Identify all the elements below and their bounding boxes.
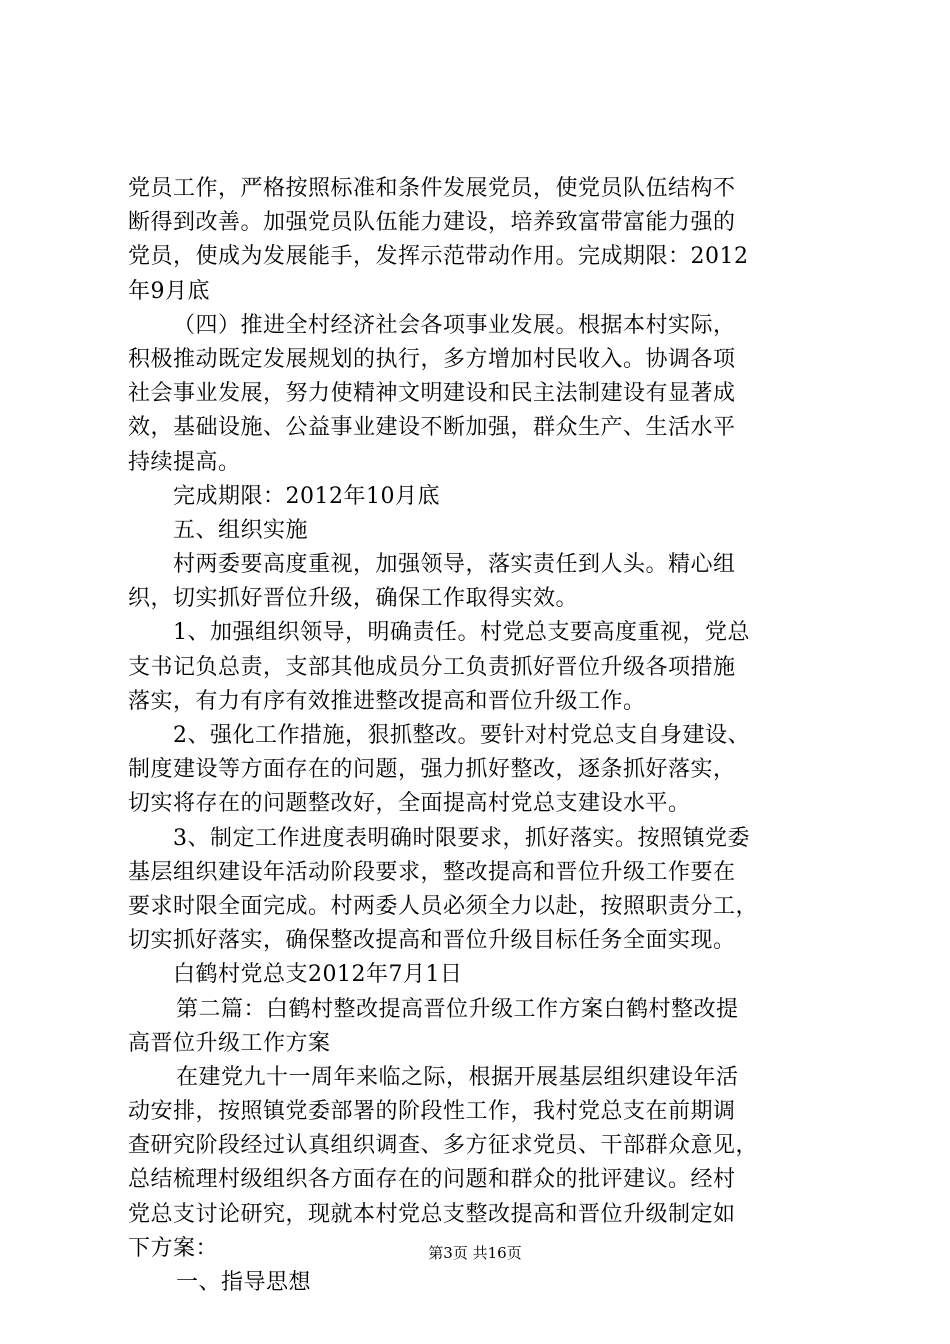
section-heading: 一、指导思想: [176, 1270, 312, 1295]
text-line: 基层组织建设年活动阶段要求，整改提高和晋位升级工作要在: [128, 859, 736, 885]
text-line: 持续提高。: [128, 449, 241, 475]
text-line: 党员，使成为发展能手，发挥示范带动作用。完成期限：2012: [128, 244, 749, 270]
text-line: 社会事业发展，努力使精神文明建设和民主法制建设有显著成: [128, 381, 736, 407]
text-line: 村两委要高度重视，加强领导，落实责任到人头。精心组: [173, 552, 736, 578]
text-line: 切实抓好落实，确保整改提高和晋位升级目标任务全面实现。: [128, 928, 736, 954]
text-line: 织，切实抓好晋位升级，确保工作取得实效。: [128, 586, 579, 612]
text-line: 党总支讨论研究，现就本村党总支整改提高和晋位升级制定如: [128, 1201, 736, 1227]
page-number: 第3页 共16页: [428, 1244, 522, 1262]
text-line: 2、强化工作措施，狠抓整改。要针对村党总支自身建设、: [173, 723, 750, 748]
text-line: 在建党九十一周年来临之际，根据开展基层组织建设年活: [176, 1064, 739, 1090]
signature-line: 白鹤村党总支2012年7月1日: [173, 962, 463, 988]
text-line: 断得到改善。加强党员队伍能力建设，培养致富带富能力强的: [128, 210, 736, 236]
text-line: 要求时限全面完成。村两委人员必须全力以赴，按照职责分工，: [128, 893, 759, 919]
text-line: 落实，有力有序有效推进整改提高和晋位升级工作。: [128, 688, 646, 714]
text-line: 党员工作，严格按照标准和条件发展党员，使党员队伍结构不: [128, 176, 736, 201]
chapter-title: 第二篇：白鹤村整改提高晋位升级工作方案白鹤村整改提: [176, 996, 739, 1022]
document-body: [128, 172, 828, 1300]
text-line: 支书记负总责，支部其他成员分工负责抓好晋位升级各项措施: [128, 654, 736, 680]
text-line: 动安排，按照镇党委部署的阶段性工作，我村党总支在前期调: [128, 1099, 736, 1125]
text-line: 3、制定工作进度表明确时限要求，抓好落实。按照镇党委: [173, 825, 750, 851]
text-line: 下方案：: [128, 1235, 219, 1261]
text-line: 1、加强组织领导，明确责任。村党总支要高度重视，党总: [173, 620, 750, 646]
text-line: 年9月底: [128, 278, 210, 304]
chapter-title: 高晋位升级工作方案: [128, 1030, 331, 1056]
text-line: 完成期限：2012年10月底: [173, 483, 440, 509]
text-line: 制度建设等方面存在的问题，强力抓好整改，逐条抓好落实，: [128, 757, 736, 783]
text-line: 查研究阶段经过认真组织调查、多方征求党员、干部群众意见，: [128, 1133, 759, 1159]
section-heading: 五、组织实施: [173, 517, 309, 543]
text-line: 积极推动既定发展规划的执行，多方增加村民收入。协调各项: [128, 346, 736, 372]
text-line: 总结梳理村级组织各方面存在的问题和群众的批评建议。经村: [128, 1167, 736, 1193]
text-line: 效，基础设施、公益事业建设不断加强，群众生产、生活水平: [128, 415, 736, 441]
text-line: 切实将存在的问题整改好，全面提高村党总支建设水平。: [128, 791, 691, 817]
text-line: （四）推进全村经济社会各项事业发展。根据本村实际，: [173, 312, 736, 338]
